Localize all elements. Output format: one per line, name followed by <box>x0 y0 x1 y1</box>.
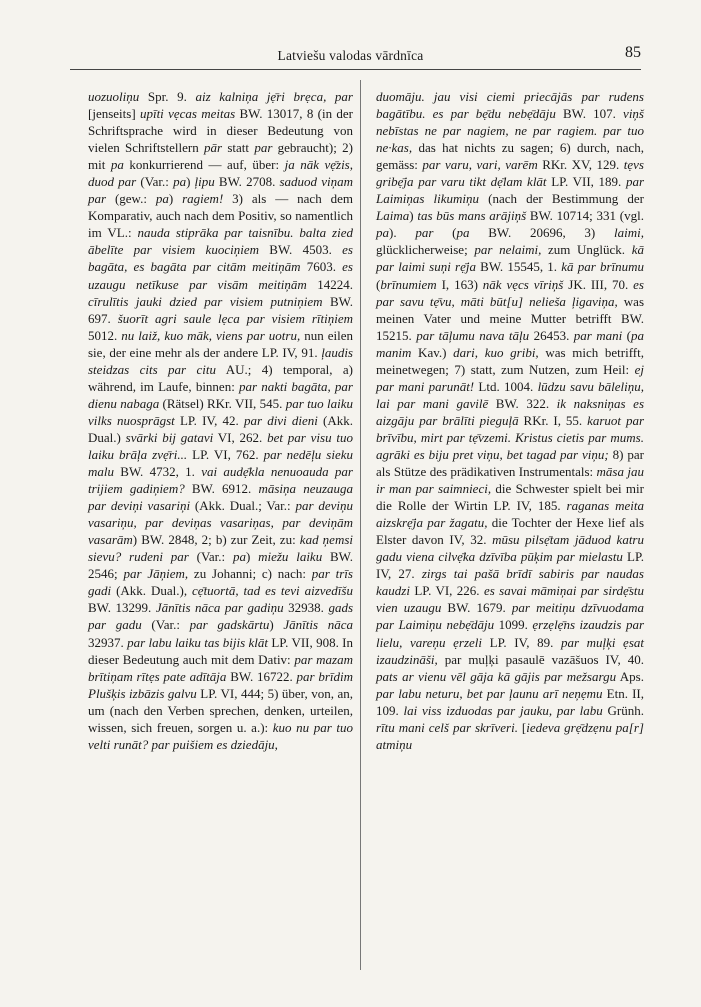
latvian-example-text: pa <box>456 225 470 241</box>
latvian-example-text: par trīs gadi <box>88 566 357 599</box>
gloss-text: Ltd. 1004. <box>474 378 538 394</box>
latvian-example-text: es par savu tẹ̄vu, māti būt[u] nelieša ļigaviņa, <box>376 276 648 309</box>
latvian-example-text: ļaudis steidzas cits par citu <box>88 344 357 377</box>
latvian-example-text: lai viss izduodas par jauku, par labu <box>403 702 603 718</box>
gloss-text: ( <box>622 327 632 343</box>
gloss-text: BW. 107. <box>555 106 624 122</box>
gloss-text: 32937. <box>88 617 357 650</box>
gloss-text: [ <box>517 719 527 735</box>
gloss-text: (Var.: <box>136 174 174 190</box>
gloss-text: (Akk. Dual.), <box>111 583 193 599</box>
latvian-example-text: par meitiņu dzīvuodama par Laimiņu nebẹ̄dāju <box>376 600 648 633</box>
latvian-example-text: nauda stiprāka par taisnību. balta zied ābelīte par visiem kuociņiem <box>88 225 357 258</box>
gloss-text: ) <box>269 617 284 633</box>
gloss-text: (nach der Bestimmung der <box>479 191 648 207</box>
latvian-example-text: pa <box>110 157 124 173</box>
gloss-text: ( <box>376 259 648 292</box>
gloss-text: gebraucht); 2) mit <box>88 140 357 173</box>
latvian-example-text: zirgs tai pašā brīdī sabiris par naudas kaudzi <box>376 566 648 599</box>
gloss-text: ). <box>389 225 416 241</box>
gloss-text: 14224. <box>306 276 357 292</box>
latvian-example-text: tẹvs gribẹ̄ja par varu tikt dẹ̄lam klāt <box>376 157 648 190</box>
gloss-text: (Var.: <box>141 617 190 633</box>
latvian-example-text: laimi, <box>614 225 644 241</box>
latvian-example-text: māsiņa neuzauga par deviņi vasariņi <box>88 481 357 514</box>
latvian-example-text: par nedēļu sieku malu <box>88 446 357 480</box>
latvian-example-text: par brīdim Plušķis izbāzis galvu <box>88 668 357 701</box>
gloss-text: 8) par als Stütze des prädikativen Instrumentals: <box>376 446 648 480</box>
gloss-text: BW. 2546; <box>88 549 357 582</box>
gloss-text: ( <box>433 225 457 241</box>
latvian-example-text: raganas meita aizskrẹ̄ja par žagatu, <box>376 498 648 531</box>
gloss-text: (Var.: <box>188 549 233 565</box>
latvian-example-text: pa manim <box>376 327 648 360</box>
gloss-text: 7603. <box>300 259 343 275</box>
gloss-text: VI, 262. <box>213 429 268 445</box>
gloss-text: LP. IV, 42. <box>174 412 244 428</box>
latvian-example-text: brīnumiem <box>380 276 437 292</box>
latvian-example-text: par nelaimi, <box>474 242 542 258</box>
latvian-example-text: nu laiž, kuo māk, viens par uotru, <box>121 327 301 343</box>
latvian-example-text: iedeva grẹ̄dzẹnu pa[r] atmiņu <box>376 719 648 752</box>
left-column-text <box>88 88 357 753</box>
latvian-example-text: par nakti bagāta, par dienu nabaga <box>88 378 357 411</box>
running-header-title: Latviešu valodas vārdnīca <box>277 48 424 63</box>
latvian-example-text: par mani <box>573 327 623 343</box>
gloss-text: 5012. <box>88 310 357 343</box>
latvian-example-text: ik naksniņas es aizgāju par brālīti pieguļā <box>376 395 648 428</box>
latvian-example-text: ej par mani parunāt! <box>376 361 648 394</box>
latvian-example-text: viņš nebīstas ne par nagiem, ne par ragiem. par tuo ne·kas, <box>376 106 648 156</box>
latvian-example-text: uozuoliņu <box>88 89 140 104</box>
gloss-text: LP. IV, 27. <box>376 549 648 582</box>
gloss-text: ) <box>186 174 195 190</box>
latvian-example-text: cīrulītis jauki dzied par visiem putniņiem <box>88 293 323 309</box>
gloss-text: Kav.) <box>411 344 454 360</box>
latvian-example-text: ragiem! <box>182 191 224 207</box>
latvian-example-text: pa <box>376 225 389 241</box>
gloss-text: Grünh. <box>602 702 648 718</box>
latvian-example-text: par varu, vari, varēm <box>422 157 538 173</box>
latvian-example-text: cẹ̄tuortā, tad es tevi aizvedīšu <box>192 583 353 599</box>
latvian-example-text: bet par visu tuo laiku brāļa zvẹ̄ri... <box>88 429 357 462</box>
gloss-text: 3) als — nach dem Komparativ, auch nach dem Positiv, so namentlich im VL.: <box>88 191 357 241</box>
latvian-example-text: es savai māmiņai par sirdẹ̄stu vien uzaugu <box>376 583 648 616</box>
latvian-example-text: mūsu pilsẹ̄tam jāduod katru gadu viena cilvẹ̄ka dzīvība pūķim par mielastu <box>376 532 648 565</box>
gloss-text: (Rätsel) RKr. VII, 545. <box>159 395 286 411</box>
latvian-example-text: par muļķi ẹsat izaudzināši, <box>376 634 648 667</box>
latvian-example-text: upīti vẹcas meitas <box>139 106 236 122</box>
gloss-text: 26453. <box>529 327 574 343</box>
header-rule <box>70 69 641 70</box>
latvian-example-text: Jānītis nāca <box>283 617 354 633</box>
latvian-example-text: pa <box>173 174 187 190</box>
latvian-example-text: Laima <box>376 208 410 224</box>
latvian-example-text: par mazam brītiņam rītẹs pate adītāja <box>88 651 357 684</box>
latvian-example-text: vai audẹ̄kla nenuoauda par trijiem gadiņiem? <box>88 464 357 497</box>
latvian-example-text: pār <box>204 140 223 156</box>
latvian-example-text: es uzaugu netīkuse par visām meitiņām <box>88 259 357 292</box>
latvian-example-text: aiz kalniņa jẹ̄ri brẹca, par <box>195 89 353 104</box>
latvian-example-text: svārki bij gatavi <box>125 429 214 445</box>
latvian-example-text: māsa jau ir man par saimnieci, <box>376 464 648 497</box>
latvian-example-text: ẹrzẹlẹ̄ns izaudzis par lielu, vareņu ẹrzeli <box>376 617 648 650</box>
gloss-text: die Schwester spielt bei mir die Rolle der Wirtin LP. IV, 185. <box>376 481 648 514</box>
gloss-text: BW. 15545, 1. <box>475 259 562 275</box>
gloss-text: LP. VI, 226. <box>409 583 484 599</box>
gloss-text: ) <box>409 208 418 224</box>
latvian-example-text: par labu laiku tas bijis klāt <box>127 634 269 650</box>
gloss-text: LP. VII, 908. In dieser Bedeutung auch mit dem Dativ: <box>88 634 357 667</box>
gloss-text: JK. III, 70. <box>563 276 634 292</box>
gloss-text: LP. VI, 762. <box>187 446 264 462</box>
gloss-text: die Tochter der Hexe lief als Elster davon IV, 32. <box>376 515 648 548</box>
latvian-example-text: par Laimiņas likumiņu <box>376 174 648 207</box>
gloss-text: BW. 13017, 8 (in der Schriftsprache wird in dieser Bedeutung von vielen Schriftstellern <box>88 106 357 156</box>
gloss-text: Spr. 9. <box>139 89 196 104</box>
latvian-example-text: par <box>415 225 434 241</box>
latvian-example-text: rītu mani celš par skrīveri. <box>376 719 518 735</box>
column-divider <box>360 80 361 970</box>
gloss-text: (Akk. Dual.) <box>88 412 357 445</box>
latvian-example-text: duomāju. jau visi ciemi priecājās par rudens bagātību. es par bẹ̄du nebẹ̄dāju <box>376 89 648 122</box>
latvian-example-text: par labu neturu, bet par ļaunu arī neņẹmu <box>376 685 603 701</box>
gloss-text: BW. 4732, 1. <box>114 464 202 480</box>
latvian-example-text: kā par laimi suņi rẹ̄ja <box>376 242 648 275</box>
right-column <box>376 88 648 753</box>
page-number: 85 <box>625 44 641 61</box>
latvian-example-text: par gadskārtu <box>189 617 270 633</box>
latvian-example-text: es bagāta, es bagāta par citām meitiņām <box>88 242 357 275</box>
gloss-text: Aps. <box>616 668 648 684</box>
latvian-example-text: ļipu <box>194 174 215 190</box>
gloss-text: RKr. XV, 129. <box>537 157 624 173</box>
gloss-text: nun eilen sie, der eine mehr als der andere LP. IV, 91. <box>88 327 357 360</box>
gloss-text: zu Johanni; c) nach: <box>188 566 312 582</box>
gloss-text: BW. 20696, 3) <box>469 225 615 241</box>
latvian-example-text: dari, kuo gribi, <box>453 344 539 360</box>
latvian-example-text: lūdzu savu bāleliņu, lai par mani gavilē <box>376 378 648 411</box>
gloss-text: (Akk. Dual.; Var.: <box>190 498 296 514</box>
gloss-text: konkurrierend — auf, über: <box>123 157 285 173</box>
gloss-text: was mich betrifft, meinetwegen; 7) statt, zum Nutzen, zum Heil: <box>376 344 648 377</box>
latvian-example-text: par deviņu vasariņu, par deviņas vasariņas, par deviņām vasarām <box>88 498 357 548</box>
gloss-text: ) <box>245 549 259 565</box>
latvian-example-text: par tāļumu nava tāļu <box>416 327 530 343</box>
gloss-text: par muļķi pasaulē vazāšuos IV, 40. <box>437 651 648 667</box>
gloss-text: BW. 13299. <box>88 583 357 616</box>
gloss-text: BW. 16722. <box>226 668 297 684</box>
latvian-example-text: kā par brīnumu <box>561 259 645 275</box>
gloss-text: zum Unglück. <box>541 242 632 258</box>
latvian-example-text: par tuo laiku vilks nuosprāgst <box>88 395 357 428</box>
gloss-text: AU.; 4) temporal, a) während, im Laufe, binnen: <box>88 361 357 394</box>
latvian-example-text: par divi dieni <box>243 412 318 428</box>
right-column-text <box>376 88 648 753</box>
latvian-example-text: kad ņemsi sievu? rudeni par <box>88 532 357 565</box>
latvian-example-text: kuo nu par tuo velti runāt? par puišiem es dziedāju, <box>88 719 357 752</box>
gloss-text: BW. 1679. <box>441 600 512 616</box>
latvian-example-text: pats ar vienu vēl gāja kā gājis par mežsargu <box>376 668 617 684</box>
gloss-text: statt <box>222 140 255 156</box>
latvian-example-text: tas būs mans arājiņš <box>417 208 527 224</box>
gloss-text: (gew.: <box>106 191 156 207</box>
latvian-example-text: gads par gadu <box>88 600 357 633</box>
gloss-text: BW. 4503. <box>258 242 343 258</box>
gloss-text: BW. 697. <box>88 293 357 326</box>
latvian-example-text: saduod viņam par <box>88 174 357 207</box>
latvian-example-text: par <box>254 140 273 156</box>
gloss-text: LP. VII, 189. <box>546 174 626 190</box>
gloss-text: das hat nichts zu sagen; 6) durch, nach, gemäss: <box>376 140 648 173</box>
gloss-text: LP. IV, 89. <box>482 634 561 650</box>
left-column <box>88 88 357 753</box>
latvian-example-text: šuorīt agri saule lẹca par visiem rītiņiem <box>117 310 354 326</box>
latvian-example-text: par Jāņiem, <box>123 566 189 582</box>
gloss-text: RKr. I, 55. <box>518 412 588 428</box>
latvian-example-text: pa <box>155 191 169 207</box>
latvian-example-text: Jānītis nāca par gadiņu <box>155 600 284 616</box>
gloss-text: ) BW. 2848, 2; b) zur Zeit, zu: <box>132 532 300 548</box>
latvian-example-text: ja nāk vẹ̄zis, duod par <box>88 157 357 190</box>
latvian-example-text: miežu laiku <box>258 549 323 565</box>
gloss-text: BW. 2708. <box>214 174 280 190</box>
latvian-example-text: pa <box>232 549 246 565</box>
gloss-text: BW. 10714; 331 (vgl. <box>526 208 648 224</box>
latvian-example-text: nāk vẹcs vīriņš <box>482 276 564 292</box>
gloss-text: ) <box>168 191 183 207</box>
gloss-text: Etn. II, 109. <box>376 685 648 718</box>
gloss-text: LP. VI, 444; 5) über, von, an, um (nach den Verben sprechen, denken, urteilen, wissen, sich freuen, sorgen u. a.): <box>88 685 357 735</box>
latvian-example-text: karuot par brīvību, mirt par tẹ̄vzemi. Kristus cietis par mums. agrāki es biju pret viņu, bet tagad par viņu; <box>376 412 648 462</box>
gloss-text: 32938. <box>283 600 329 616</box>
gloss-text: BW. 322. <box>488 395 557 411</box>
gloss-text: was meinen Vater und meine Mutter betrifft BW. 15215. <box>376 293 648 343</box>
gloss-text: I, 163) <box>436 276 483 292</box>
gloss-text: 1099. <box>494 617 533 633</box>
gloss-text: glücklicherweise; <box>376 225 648 258</box>
gloss-text: [jenseits] <box>88 89 357 122</box>
gloss-text: BW. 6912. <box>184 481 259 497</box>
